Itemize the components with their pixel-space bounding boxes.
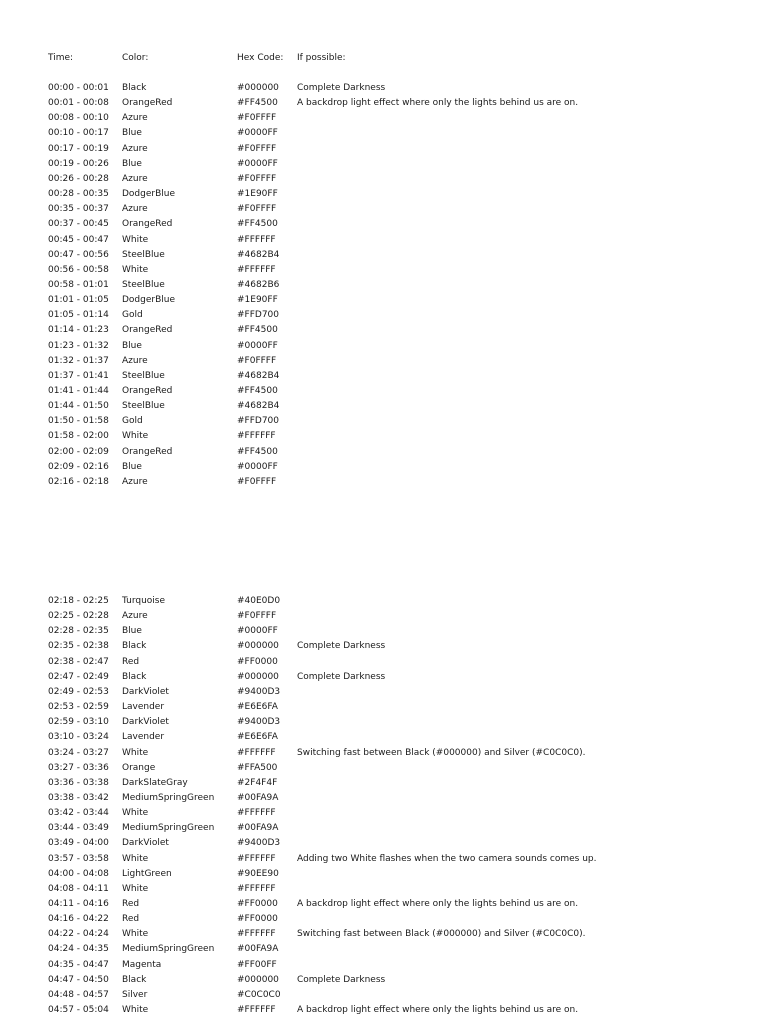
- cell-time: 04:11 - 04:16: [48, 899, 109, 909]
- cell-hex: #4682B4: [237, 249, 280, 260]
- cell-hex: #00FA9A: [237, 792, 279, 803]
- cell-color: SteelBlue: [122, 401, 165, 412]
- cell-hex: #0000FF: [237, 340, 278, 351]
- cell-hex: #90EE90: [237, 868, 279, 879]
- cell-time: 04:08 - 04:11: [48, 883, 109, 894]
- cell-hex: #FFFFFF: [237, 431, 276, 442]
- cell-color: Black: [122, 83, 147, 93]
- cell-color: Blue: [122, 461, 142, 472]
- cell-hex: #F0FFFF: [237, 113, 277, 124]
- cell-time: 02:18 - 02:25: [48, 596, 109, 606]
- cell-note: A backdrop light effect where only the lights behind us are on.: [297, 1005, 579, 1016]
- header-hex: Hex Code:: [237, 53, 284, 63]
- cell-color: SteelBlue: [122, 249, 165, 260]
- cell-time: 01:41 - 01:44: [48, 386, 109, 396]
- cell-hex: #FFFFFF: [237, 853, 276, 864]
- cell-hex: #4682B4: [237, 370, 280, 381]
- cell-note: Complete Darkness: [297, 641, 386, 652]
- cell-time: 03:10 - 03:24: [48, 732, 109, 743]
- cell-hex: #9400D3: [237, 717, 281, 728]
- cell-color: OrangeRed: [122, 446, 173, 457]
- cell-color: SteelBlue: [122, 279, 165, 290]
- cell-hex: #000000: [237, 641, 279, 652]
- cell-time: 00:08 - 00:10: [48, 113, 109, 124]
- cell-hex: #4682B4: [237, 401, 280, 412]
- cell-color: Azure: [122, 611, 148, 622]
- cell-color: Silver: [122, 989, 148, 1000]
- cell-hex: #00FA9A: [237, 944, 279, 955]
- cell-time: 01:32 - 01:37: [48, 355, 109, 366]
- cell-hex: #000000: [237, 671, 279, 682]
- cell-color: Black: [122, 974, 147, 985]
- cell-time: 02:53 - 02:59: [48, 702, 109, 713]
- cell-hex: #4682B6: [237, 279, 280, 290]
- cell-color: Red: [122, 914, 140, 925]
- cell-color: White: [122, 264, 149, 275]
- cell-color: Magenta: [122, 959, 162, 970]
- cell-time: 00:35 - 00:37: [48, 204, 109, 215]
- cell-time: 02:59 - 03:10: [48, 717, 109, 728]
- cell-note: Complete Darkness: [297, 974, 386, 985]
- cell-color: Blue: [122, 340, 142, 351]
- cell-hex: #0000FF: [237, 626, 278, 637]
- cell-time: 03:57 - 03:58: [48, 853, 109, 864]
- cell-color: Black: [122, 671, 147, 682]
- cell-hex: #00FA9A: [237, 823, 279, 834]
- cell-color: Gold: [122, 310, 143, 321]
- cell-color: White: [122, 808, 149, 819]
- cell-color: Blue: [122, 128, 142, 139]
- cell-color: Azure: [122, 173, 148, 184]
- cell-hex: #9400D3: [237, 838, 281, 849]
- cell-hex: #F0FFFF: [237, 355, 277, 366]
- cell-time: 04:47 - 04:50: [48, 974, 109, 985]
- cell-time: 00:58 - 01:01: [48, 279, 109, 290]
- cell-color: White: [122, 853, 149, 864]
- cell-color: Turquoise: [122, 596, 166, 606]
- cell-hex: #F0FFFF: [237, 143, 277, 154]
- cell-color: Gold: [122, 416, 143, 427]
- cell-time: 02:09 - 02:16: [48, 461, 109, 472]
- cell-hex: #FF4500: [237, 219, 278, 230]
- cell-time: 04:16 - 04:22: [48, 914, 109, 925]
- cell-color: MediumSpringGreen: [122, 792, 215, 803]
- cell-hex: #FFFFFF: [237, 883, 276, 894]
- cell-hex: #FFFFFF: [237, 808, 276, 819]
- cell-time: 02:28 - 02:35: [48, 626, 109, 637]
- cell-hex: #0000FF: [237, 128, 278, 139]
- cell-time: 03:38 - 03:42: [48, 792, 109, 803]
- cell-color: SteelBlue: [122, 370, 165, 381]
- cell-note: Switching fast between Black (#000000) and Silver (#C0C0C0).: [297, 747, 586, 758]
- cell-color: White: [122, 1005, 149, 1016]
- header-color: Color:: [122, 53, 149, 63]
- cell-time: 04:24 - 04:35: [48, 944, 109, 955]
- cell-hex: #F0FFFF: [237, 476, 277, 487]
- cell-hex: #E6E6FA: [237, 702, 278, 713]
- cell-time: 00:37 - 00:45: [48, 219, 109, 230]
- cell-hex: #C0C0C0: [237, 989, 281, 1000]
- cell-hex: #FFFFFF: [237, 747, 276, 758]
- cell-time: 00:00 - 00:01: [48, 83, 109, 93]
- cell-time: 01:50 - 01:58: [48, 416, 109, 427]
- cell-time: 01:37 - 01:41: [48, 370, 109, 381]
- cell-note: Complete Darkness: [297, 83, 386, 93]
- cell-note: Adding two White flashes when the two camera sounds comes up.: [297, 853, 597, 864]
- cell-hex: #FFD700: [237, 416, 280, 427]
- cell-color: DarkSlateGray: [122, 777, 188, 788]
- cell-hex: #F0FFFF: [237, 204, 277, 215]
- cell-color: White: [122, 747, 149, 758]
- cell-color: Lavender: [122, 702, 165, 713]
- cell-color: OrangeRed: [122, 219, 173, 230]
- cell-note: A backdrop light effect where only the lights behind us are on.: [297, 98, 579, 109]
- cell-time: 01:58 - 02:00: [48, 431, 109, 442]
- cell-hex: #FFFFFF: [237, 1005, 276, 1016]
- cell-time: 00:01 - 00:08: [48, 98, 109, 109]
- cell-color: MediumSpringGreen: [122, 944, 215, 955]
- cell-time: 00:26 - 00:28: [48, 173, 109, 184]
- cell-time: 03:27 - 03:36: [48, 762, 109, 773]
- header-time: Time:: [48, 53, 74, 63]
- cell-hex: #000000: [237, 83, 279, 93]
- cell-time: 02:38 - 02:47: [48, 656, 109, 667]
- cell-hex: #0000FF: [237, 158, 278, 169]
- cell-color: Blue: [122, 626, 142, 637]
- cell-hex: #0000FF: [237, 461, 278, 472]
- cell-color: Azure: [122, 476, 148, 487]
- cell-hex: #FF00FF: [237, 959, 277, 970]
- cell-color: LightGreen: [122, 868, 172, 879]
- cell-time: 03:36 - 03:38: [48, 777, 109, 788]
- cell-hex: #FF4500: [237, 386, 278, 396]
- cell-color: Blue: [122, 158, 142, 169]
- cell-color: White: [122, 929, 149, 940]
- cell-color: White: [122, 883, 149, 894]
- cell-hex: #FF4500: [237, 98, 278, 109]
- cell-time: 00:10 - 00:17: [48, 128, 109, 139]
- cell-hex: #FF0000: [237, 899, 278, 909]
- cell-hex: #1E90FF: [237, 295, 278, 306]
- cell-color: DarkViolet: [122, 717, 169, 728]
- cell-time: 04:35 - 04:47: [48, 959, 109, 970]
- cell-time: 00:28 - 00:35: [48, 189, 109, 200]
- cell-color: DarkViolet: [122, 686, 169, 697]
- cell-time: 01:44 - 01:50: [48, 401, 109, 412]
- cell-time: 02:35 - 02:38: [48, 641, 109, 652]
- cell-hex: #FF0000: [237, 914, 278, 925]
- cell-note: Switching fast between Black (#000000) and Silver (#C0C0C0).: [297, 929, 586, 940]
- cell-time: 02:47 - 02:49: [48, 671, 109, 682]
- cell-time: 04:22 - 04:24: [48, 929, 109, 940]
- cell-color: MediumSpringGreen: [122, 823, 215, 834]
- cell-time: 01:14 - 01:23: [48, 325, 109, 336]
- cell-time: 04:57 - 05:04: [48, 1005, 109, 1016]
- cell-time: 01:05 - 01:14: [48, 310, 109, 321]
- cell-color: White: [122, 234, 149, 245]
- cell-time: 01:01 - 01:05: [48, 295, 109, 306]
- cell-color: DarkViolet: [122, 838, 169, 849]
- cell-color: Azure: [122, 355, 148, 366]
- cell-color: Azure: [122, 113, 148, 124]
- cell-hex: #FF0000: [237, 656, 278, 667]
- cell-hex: #FFFFFF: [237, 234, 276, 245]
- cell-color: Red: [122, 656, 140, 667]
- cell-hex: #FF4500: [237, 446, 278, 457]
- cell-color: Azure: [122, 143, 148, 154]
- cell-time: 02:49 - 02:53: [48, 686, 109, 697]
- cell-time: 00:17 - 00:19: [48, 143, 109, 154]
- cell-color: DodgerBlue: [122, 189, 176, 200]
- cell-time: 04:00 - 04:08: [48, 868, 109, 879]
- cell-time: 01:23 - 01:32: [48, 340, 109, 351]
- cell-hex: #E6E6FA: [237, 732, 278, 743]
- cell-color: OrangeRed: [122, 386, 173, 396]
- cell-hex: #40E0D0: [237, 596, 281, 606]
- cell-color: Lavender: [122, 732, 165, 743]
- cell-hex: #2F4F4F: [237, 777, 278, 788]
- cell-time: 02:16 - 02:18: [48, 476, 109, 487]
- cell-hex: #1E90FF: [237, 189, 278, 200]
- cell-time: 03:42 - 03:44: [48, 808, 109, 819]
- cell-color: Red: [122, 899, 140, 909]
- cell-hex: #F0FFFF: [237, 173, 277, 184]
- cell-color: Orange: [122, 762, 156, 773]
- cell-hex: #FFD700: [237, 310, 280, 321]
- cell-color: Azure: [122, 204, 148, 215]
- cell-time: 00:45 - 00:47: [48, 234, 109, 245]
- cell-color: OrangeRed: [122, 98, 173, 109]
- cell-hex: #FFFFFF: [237, 929, 276, 940]
- cell-hex: #FF4500: [237, 325, 278, 336]
- cell-time: 04:48 - 04:57: [48, 989, 109, 1000]
- cell-time: 00:56 - 00:58: [48, 264, 109, 275]
- cell-time: 00:19 - 00:26: [48, 158, 109, 169]
- cell-time: 03:44 - 03:49: [48, 823, 109, 834]
- cell-hex: #FFFFFF: [237, 264, 276, 275]
- cell-hex: #000000: [237, 974, 279, 985]
- cell-time: 03:49 - 04:00: [48, 838, 109, 849]
- cell-hex: #F0FFFF: [237, 611, 277, 622]
- cell-time: 03:24 - 03:27: [48, 747, 109, 758]
- cell-color: OrangeRed: [122, 325, 173, 336]
- cell-color: DodgerBlue: [122, 295, 176, 306]
- cell-note: Complete Darkness: [297, 671, 386, 682]
- cell-time: 02:25 - 02:28: [48, 611, 109, 622]
- cell-time: 02:00 - 02:09: [48, 446, 109, 457]
- cell-hex: #FFA500: [237, 762, 278, 773]
- cell-time: 00:47 - 00:56: [48, 249, 109, 260]
- cell-hex: #9400D3: [237, 686, 281, 697]
- cell-color: White: [122, 431, 149, 442]
- header-note: If possible:: [297, 53, 346, 63]
- cell-note: A backdrop light effect where only the lights behind us are on.: [297, 899, 579, 909]
- cell-color: Black: [122, 641, 147, 652]
